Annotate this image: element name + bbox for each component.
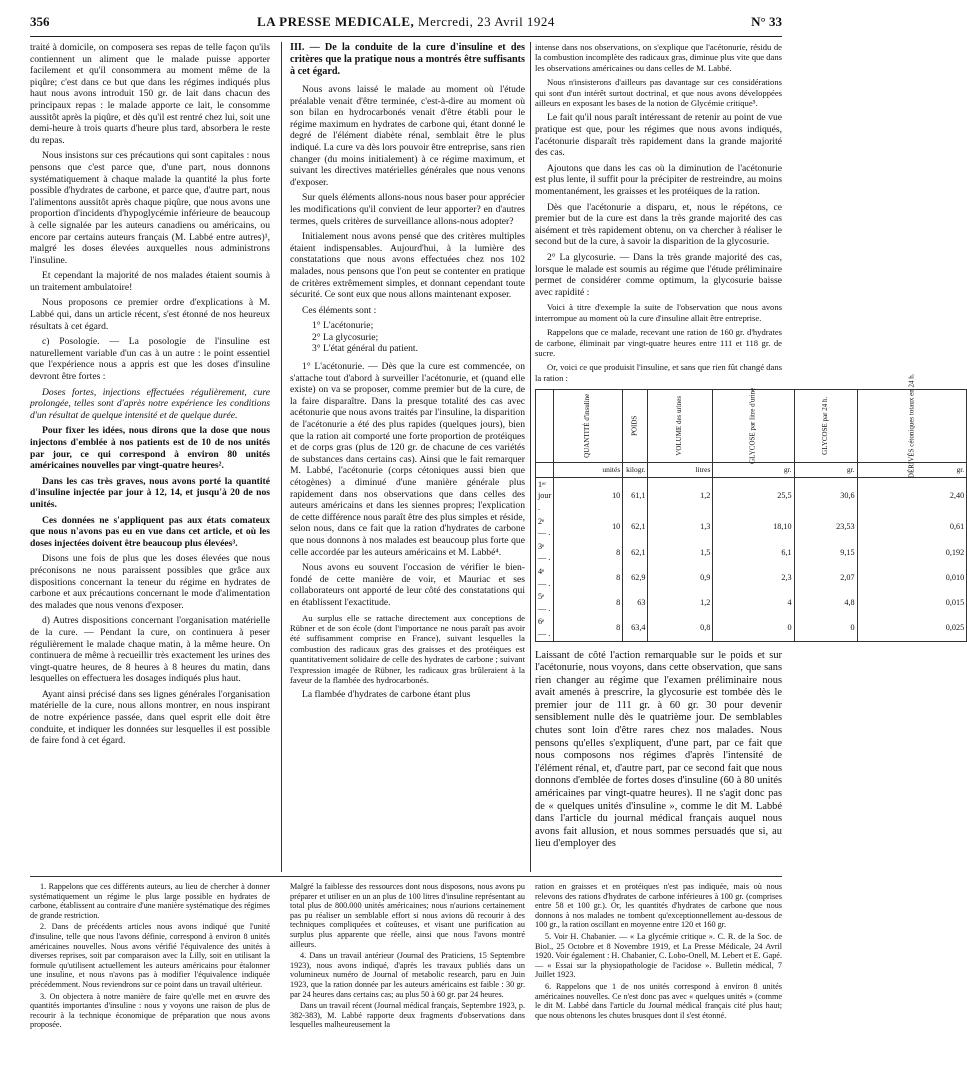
table-cell: 10 bbox=[554, 477, 623, 514]
table-cell: 25,5 bbox=[713, 477, 794, 514]
footnotes-column-2 bbox=[290, 882, 525, 1032]
paragraph: Ajoutons que dans les cas où la diminution de l'acétonurie est plus lente, il suffit pour la précipiter de restreindre, au moins momentanément, les graisses et les protéiques de la ration. bbox=[535, 162, 782, 197]
table-cell: 0,8 bbox=[648, 615, 713, 641]
table-cell: 2,3 bbox=[713, 565, 794, 590]
table-cell: 62,1 bbox=[623, 515, 648, 540]
paragraph: La flambée d'hydrates de carbone étant plus bbox=[302, 689, 471, 701]
table-cell: 5ᵉ — . bbox=[536, 590, 554, 615]
table-cell: 0,192 bbox=[857, 540, 967, 565]
table-header bbox=[536, 390, 554, 463]
table-cell: 4 bbox=[713, 590, 794, 615]
column-1 bbox=[30, 42, 270, 751]
table-cell bbox=[536, 463, 554, 478]
table-cell: 8 bbox=[554, 565, 623, 590]
criteria-item: 2° La glycosurie; bbox=[312, 331, 379, 343]
table-header: POIDS bbox=[623, 390, 648, 463]
paragraph: Nous proposons ce premier ordre d'explications à M. Labbé qui, dans un article récent, s'est étonné de nos heureux résultats à cet égard. bbox=[30, 297, 270, 332]
footnote: 5. Voir H. Chabanier. — « La glycémie critique ». C. R. de la Soc. de Biol., 25 Octobre et 8 Novembre 1919, et La Presse Médicale, 24 Avril 1920. Voir également : H. Chabanier, C. Lobo-Onell, M. Lebert et E. Gapé. — « Essai sur la physiopathologie de l'acidose ». Bulletin médical, 7 Juillet 1923. bbox=[535, 931, 782, 980]
paragraph: traité à domicile, on composera ses repas de telle façon qu'ils contiennent un aliment que le malade puisse apporter facilement et qu'il consommera au moment même de la piqûre; c'est dans ce but que dans les régimes indiqués plus haut nous avons introduit 150 gr. de lait dans chacun des principaux repas : le malade apporte ce lait, le consomme aussitôt après la piqûre, et dès qu'il est rentré chez lui, soit une demi-heure à trois quarts d'heure plus tard, absorbera le reste du repas. bbox=[30, 42, 270, 146]
paragraph: Ayant ainsi précisé dans ses lignes générales l'organisation matérielle de la cure, nous allons montrer, en nous inspirant de notre expérience passée, dans quel esprit elle doit être conduite, et indiquer les données sur lesquelles il est possible de faire fond à cet égard. bbox=[30, 688, 270, 747]
paragraph: 1° L'acétonurie. — Dès que la cure est commencée, on s'attache tout d'abord à surveiller l'acétonurie, et (quand elle existe) on va se proposer, comme premier but de la cure, de la faire disparaître. Dans la presque totalité des cas avec acétonurie que nous avons traités par l'insuline, la disparition de l'acétonurie a été des plus rapides (quelques jours), bien que la ration ait comporté une forte proportion de protéiques et de corps gras (plus de 120 gr. de chacune de ces variétés de substances dans certains cas). Ainsi que le fait remarquer M. Labbé, l'acétonurie (corps cétoniques aussi bien que cétogènes) a diminué d'une manière générale plus rapidement dans nos observations que dans celles des auteurs américains et dans les siennes propres; l'explication de cette différence nous paraît être des plus simples et réside, selon nous, dans ce fait que la ration d'hydrates de carbone que nous donnons à nos malades est beaucoup plus forte que celle accordée par les auteurs américains et M. Labbé⁴. bbox=[290, 361, 525, 558]
column-divider bbox=[281, 42, 282, 872]
column-divider bbox=[530, 42, 531, 872]
table-header: GLYCOSE par 24 h. bbox=[794, 390, 857, 463]
table-cell: 61,1 bbox=[623, 477, 648, 514]
table-units-row bbox=[536, 463, 967, 478]
journal-title bbox=[30, 14, 782, 30]
table-cell: 0,015 bbox=[857, 590, 967, 615]
footnote: Dans un travail récent (Journal médical français, Septembre 1923, p. 382-383), M. Labbé rapporte deux fragments d'observations dans lesquelles malheureusement la bbox=[290, 1001, 525, 1030]
table-cell: 1,2 bbox=[648, 477, 713, 514]
footnotes-column-1 bbox=[30, 882, 270, 1032]
table-cell: 10 bbox=[554, 515, 623, 540]
footnote: Malgré la faiblesse des ressources dont nous disposons, nous avons pu préparer et utiliser en un an plus de 100 litres d'insuline représentant au total plus de 800.000 unités américaines; nous n'aurions certainement pas pu réaliser un semblable effort si nous avions dû recourir à des techniques compliquées et coûteuses, et visant une purification au surplus plus apparente que réelle, ainsi que nous l'avons montré ailleurs. bbox=[290, 882, 525, 949]
paragraph: Voici à titre d'exemple la suite de l'observation que nous avons interrompue au moment où la cure d'insuline allait être entreprise. bbox=[535, 302, 782, 323]
table-cell: 8 bbox=[554, 615, 623, 641]
table-cell: 2ᵉ — . bbox=[536, 515, 554, 540]
footnote: 1. Rappelons que ces différents auteurs, au lieu de chercher à donner systématiquement un régime le plus large possible en hydrates de carbone, établissent au contraire d'une manière systématique des régimes de grande restriction. bbox=[30, 882, 270, 920]
table-cell: 1,2 bbox=[648, 590, 713, 615]
table-cell: gr. bbox=[713, 463, 794, 478]
footnote-divider bbox=[30, 876, 782, 877]
table-cell: 8 bbox=[554, 540, 623, 565]
paragraph: Nous avons eu souvent l'occasion de vérifier le bien-fondé de cette manière de voir, et Mauriac et ses collaborateurs ont apporté de leur côté des constatations qui en établissent l'exactitude. bbox=[290, 562, 525, 608]
paragraph: Sur quels éléments allons-nous nous baser pour apprécier les modifications qu'il convient de leur apporter? en d'autres termes, quels critères de surveillance allons-nous adopter? bbox=[290, 192, 525, 227]
table-cell: 23,53 bbox=[794, 515, 857, 540]
table-cell: 30,6 bbox=[794, 477, 857, 514]
table-cell: 9,15 bbox=[794, 540, 857, 565]
table-cell: litres bbox=[648, 463, 713, 478]
table-row bbox=[536, 515, 967, 540]
paragraph: Nous avons laissé le malade au moment où l'étude préalable venait d'être terminée, c'est-à-dire au moment où son bilan en hydrocarbonés venait d'être établi pour le régime maximum en hydrates de carbone qui, étant donné le degré de l'élément diabète rénal, semblait être le plus indiqué. La cure va dès lors pouvoir être entreprise, sans rien changer (du moins initialement) à ce régime maximum, et suivant les directives matérielles générales que nous venons d'exposer. bbox=[290, 84, 525, 188]
footnote: 3. On objectera à notre manière de faire qu'elle met en œuvre des quantités importantes d'insuline : nous y voyons une raison de plus de recourir à la technique économique de préparation que nous avons proposée. bbox=[30, 991, 270, 1030]
table-cell: 18,10 bbox=[713, 515, 794, 540]
paragraph: Initialement nous avons pensé que des critères multiples étaient indispensables. Aujourd'hui, à la lumière des constatations que nous avons effectuées chez nos 102 malades, nous pensons que l'on peut se contenter en pratique de critères extrêmement simples, et donnant cependant toute sécurité. Ce sont eux que nous allons maintenant exposer. bbox=[290, 231, 525, 301]
table-row bbox=[536, 477, 967, 514]
paragraph: Et cependant la majorité de nos malades étaient soumis à un traitement ambulatoire! bbox=[30, 270, 270, 293]
paragraph-posologie: c) Posologie. — La posologie de l'insuline est naturellement variable d'un cas à un autre : le point essentiel que l'expérience nous a appris est que les doses d'insuline devront être fortes : bbox=[30, 336, 270, 383]
table-cell: 0,9 bbox=[648, 565, 713, 590]
table-cell: 4,8 bbox=[794, 590, 857, 615]
table-cell: 1,3 bbox=[648, 515, 713, 540]
paragraph-emphasis: Doses fortes, injections effectuées régulièrement, cure prolongée, telles sont d'après notre expérience les conditions d'un résultat de quelque intensité et de quelque durée. bbox=[30, 386, 270, 421]
table-cell: 2,07 bbox=[794, 565, 857, 590]
paragraph: 2° La glycosurie. — Dans la très grande majorité des cas, lorsque le malade est soumis au régime que l'étude préliminaire permet de considérer comme optimum, la glycosurie baisse avec rapidité : bbox=[535, 251, 782, 298]
table-cell: 8 bbox=[554, 590, 623, 615]
table-row bbox=[536, 615, 967, 641]
table-cell: 0 bbox=[794, 615, 857, 641]
paragraph: Nous n'insisterons d'ailleurs pas davantage sur ces considérations qui sont d'un intérêt surtout doctrinal, et que nous avons développées ailleurs en exposant les bases de la notion de Glycémie critique⁵. bbox=[535, 77, 782, 109]
table-cell: kilogr. bbox=[623, 463, 648, 478]
table-cell: 62,9 bbox=[623, 565, 648, 590]
footnote: 6. Rappelons que 1 de nos unités correspond à environ 8 unités américaines nouvelles. Ce n'est donc pas avec « quelques unités » (comme le dit M. Labbé dans l'article du Journal médical français cité plus haut; que nous obtenons les chutes brusques dont il s'est étonné. bbox=[535, 981, 782, 1020]
journal-name: LA PRESSE MEDICALE, bbox=[257, 14, 415, 29]
table-cell: 3ᵉ — . bbox=[536, 540, 554, 565]
paragraph: Nous insistons sur ces précautions qui sont capitales : nous pensons que c'est parce que, d'une part, nous donnons systématiquement à chaque malade la quantité la plus forte possible d'hydrates de carbone, et parce que, d'autre part, nous l'alimentons aussitôt après chaque piqûre, que nous avons une proportion d'incidents d'hypoglycémie inférieure de beaucoup à celle signalée par les auteurs canadiens ou américains, ou encore par certains auteurs français (M. Labbé entre autres)¹, malgré les doses élevées auxquelles nous administrons l'insuline. bbox=[30, 150, 270, 266]
table-row bbox=[536, 540, 967, 565]
paragraph: Or, voici ce que produisit l'insuline, et sans que rien fût changé dans la ration : bbox=[535, 362, 782, 383]
table-cell: 0,025 bbox=[857, 615, 967, 641]
paragraph: Dans les cas très graves, nous avons porté la quantité d'insuline injectée par jour à 12, 14, et jusqu'à 20 de nos unités. bbox=[30, 475, 270, 510]
table-cell: gr. bbox=[794, 463, 857, 478]
table-cell: gr. bbox=[857, 463, 967, 478]
table-cell: 63 bbox=[623, 590, 648, 615]
paragraph: Rappelons que ce malade, recevant une ration de 160 gr. d'hydrates de carbone, éliminait par vingt-quatre heures entre 111 et 118 gr. de sucre. bbox=[535, 327, 782, 358]
footnote: 4. Dans un travail antérieur (Journal des Praticiens, 15 Septembre 1923), nous avons indiqué, d'après les travaux publiés dans un volumineux numéro de Journal of metabolic research, paru en Juin 1923, que la ration donnée par les auteurs américains est faible : 30 gr. par 24 heures dans certains cas; au plus 50 à 60 gr. par 24 heures. bbox=[290, 951, 525, 999]
table-header: VOLUME des urines bbox=[648, 390, 713, 463]
table-header: QUANTITÉ d'insuline bbox=[554, 390, 623, 463]
paragraph: intense dans nos observations, on s'explique que l'acétonurie, résidu de la combustion incomplète des radicaux gras, diminue plus vite que dans les observations américaines ou dans celles de M. Labbé. bbox=[535, 42, 783, 73]
table-header: DÉRIVÉS cétoniques totaux en 24 h. bbox=[857, 390, 967, 463]
table-cell: 63,4 bbox=[623, 615, 648, 641]
paragraph: Au surplus elle se rattache directement aux conceptions de Rübner et de son école (dont l'importance ne nous paraît pas avoir été suffisamment comprise en France), suivant lesquelles la combustion des radicaux gras des graisses et des protéiques est quantitativement solidaire de celle des hydrates de carbone ; suivant l'expression imagée de Rübner, les radicaux gras brûleraient à la faveur de la flambée des hydrocarbonés. bbox=[290, 612, 525, 685]
column-2 bbox=[290, 42, 525, 705]
criteria-item: 1° L'acétonurie; bbox=[312, 320, 374, 332]
footnote: ration en graisses et en protéiques n'est pas indiquée, mais où nous relevons des rations d'hydrates de carbone inférieures à 100 gr. (comprises entre 58 et 100 gr.). Or, les quantités d'hydrates de carbone que nous donnons à nos malades ne tombent qu'exceptionnellement au-dessous de 100 gr., la ration oscillant en moyenne entre 120 et 160 gr. bbox=[535, 882, 782, 930]
table-cell: 2,40 bbox=[857, 477, 967, 514]
table-cell: 0,010 bbox=[857, 565, 967, 590]
criteria-list bbox=[312, 320, 525, 355]
paragraph: Ces éléments sont : bbox=[302, 304, 377, 316]
table-cell: 1ᵉʳ jour . bbox=[536, 477, 554, 514]
table-row bbox=[536, 565, 967, 590]
paragraph: d) Autres dispositions concernant l'organisation matérielle de la cure. — Pendant la cure, on continuera à peser régulièrement le malade chaque matin, à la même heure. On continuera de même à recueillir très exactement les urines des vingt-quatre heures, de 8 heures à 8 heures du matin, dans lesquelles on effectuera les dosages indiqués plus haut. bbox=[30, 615, 270, 685]
paragraph: Disons une fois de plus que les doses élevées que nous préconisons ne nous paraissent possibles que grâce aux dispositions concernant la teneur du régime en hydrates de carbone et aux précautions concernant le mode d'alimentation des malades que nous venons d'exposer. bbox=[30, 553, 270, 611]
table-header: GLYCOSE par litre d'urine bbox=[713, 390, 794, 463]
footnote: 2. Dans de précédents articles nous avons indiqué que l'unité d'insuline, telle que nous l'avons définie, correspond à environ 8 unités américaines nouvelles. Nous avons vérifié l'équivalence des unités à diverses reprises, soit par comparaison avec la Lilly, soit en utilisant la formule qu'utilisent actuellement les auteurs américains pour étalonner une insuline, et nous n'avons pas à modifier l'équivalence indiquée précédemment. Nous reviendrons sur ce point dans un travail ultérieur. bbox=[30, 922, 270, 989]
table-cell: 62,1 bbox=[623, 540, 648, 565]
table-cell: 0,61 bbox=[857, 515, 967, 540]
section-title: III. — De la conduite de la cure d'insuline et des critères que la pratique nous a montrés être suffisants à cet égard. bbox=[290, 42, 525, 77]
issue-number: N° 33 bbox=[751, 14, 782, 29]
paragraph: Laissant de côté l'action remarquable sur le poids et sur l'acétonurie, nous voyons, dans cette observation, que sans rien changer au régime que l'examen préliminaire nous avait amenés à prescrire, la glycosurie est tombée dès le premier jour de 111 gr. à 60 gr. 30 pour devenir sensiblement nulle dès le quatrième jour. De semblables chutes sont loin d'être rares chez nos malades. Nous pensons qu'elles s'expliquent, d'une part, par ce fait que nous composons nos régimes d'après l'intensité de l'élément rénal, et, d'autre part, par ce second fait que nous donnons d'emblée de fortes doses d'insuline (60 à 80 unités américaines par vingt-quatre heures). Il ne s'agit donc pas de « quelques unités d'insuline », comme le dit M. Labbé dans l'article du journal médical français auquel nous avons fait allusion, et nous sommes persuadés que si, au lieu d'employer des bbox=[535, 649, 782, 850]
table-cell: 0 bbox=[713, 615, 794, 641]
insulin-table bbox=[535, 373, 967, 641]
table-header-row bbox=[536, 390, 967, 463]
paragraph: Dès que l'acétonurie a disparu, et, nous le répétons, ce premier but de la cure est dans la très grande majorité des cas aisément et très rapidement obtenu, on va chercher à réaliser le second but de la cure, à savoir la disparition de la glycosurie. bbox=[535, 201, 782, 248]
issue-date: Mercredi, 23 Avril 1924 bbox=[418, 14, 555, 29]
column-3 bbox=[535, 42, 965, 855]
table-cell: 6ᵉ — . bbox=[536, 615, 554, 641]
page-header bbox=[30, 14, 782, 37]
table-cell: 6,1 bbox=[713, 540, 794, 565]
paragraph: Ces données ne s'appliquent pas aux états comateux que nous n'avons pas eu en vue dans cet article, et où les doses injectées doivent être beaucoup plus élevées³. bbox=[30, 514, 270, 549]
paragraph: Pour fixer les idées, nous dirons que la dose que nous injectons d'emblée à nos patients est de 10 de nos unités par jour, ce qui correspond à environ 80 unités américaines nouvelles par vingt-quatre heures². bbox=[30, 425, 270, 472]
footnotes-column-3 bbox=[535, 882, 782, 1022]
paragraph: Le fait qu'il nous paraît intéressant de retenir au point de vue pratique est que, pour les régimes que nous avons indiqués, l'acétonurie disparaît très rapidement dans la grande majorité des cas. bbox=[535, 112, 782, 159]
table-cell: 1,5 bbox=[648, 540, 713, 565]
table-cell: unités bbox=[554, 463, 623, 478]
criteria-item: 3° L'état général du patient. bbox=[312, 343, 418, 355]
page-number: 356 bbox=[30, 14, 50, 29]
table-cell: 4ᵉ — . bbox=[536, 565, 554, 590]
table-row bbox=[536, 590, 967, 615]
